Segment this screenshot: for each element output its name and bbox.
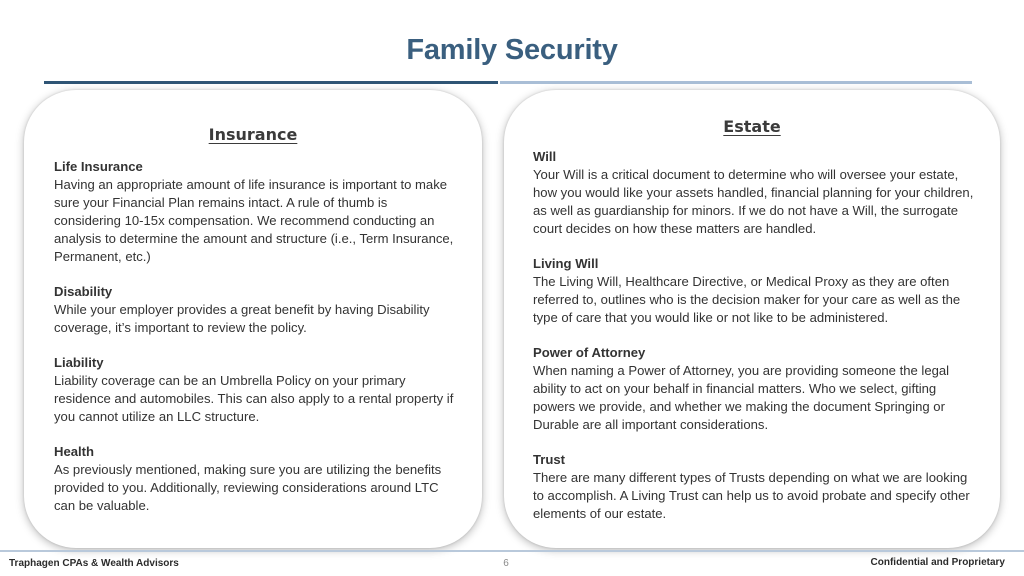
section-living-will [533,255,977,327]
section-text: There are many different types of Trusts depending on what we are looking to accomplish. A Living Trust can help us to avoid probate and specify other elements of our estate. [533,470,970,521]
section-text: The Living Will, Healthcare Directive, or Medical Proxy as they are often referred to, outlines who is the decision maker for your care as well as the type of care that you would like or not like to be administered. [533,274,961,325]
title-rule-dark [44,81,498,84]
section-title: Will [533,149,557,164]
section-text: As previously mentioned, making sure you are utilizing the benefits provided to you. Additionally, reviewing considerations around LTC can be valuable. [54,462,442,513]
estate-heading: Estate [723,117,781,136]
footer-divider [0,550,1024,552]
insurance-heading: Insurance [208,125,298,144]
section-title: Power of Attorney [533,345,646,360]
footer-notice: Confidential and Proprietary [870,557,1005,568]
page-number: 6 [503,558,509,569]
footer-company: Traphagen CPAs & Wealth Advisors [9,558,179,569]
section-disability [54,283,456,337]
section-title: Living Will [533,256,599,271]
section-text: Having an appropriate amount of life insurance is important to make sure your Financial Plan remains intact. A rule of thumb is considering 10-15x compensation. We recommend conducting an analysis to determine the amount and structure (i.e., Term Insurance, Permanent, etc.) [54,177,454,264]
insurance-card [24,90,482,548]
estate-sections [533,148,977,540]
title-rule-light [500,81,972,84]
section-life-insurance [54,158,456,266]
section-text: When naming a Power of Attorney, you are providing someone the legal ability to act on your behalf in financial matters. Who we select, gifting powers we provide, and whether we making the document Springing or Durable are all important considerations. [533,363,950,432]
section-title: Disability [54,284,113,299]
section-trust [533,451,977,523]
section-will [533,148,977,238]
section-text: While your employer provides a great benefit by having Disability coverage, it’s important to review the policy. [54,302,430,335]
section-health [54,443,456,515]
section-title: Liability [54,355,104,370]
section-title: Life Insurance [54,159,143,174]
page-title: Family Security [406,34,618,66]
section-liability [54,354,456,426]
section-text: Your Will is a critical document to determine who will oversee your estate, how you would like your assets handled, financial planning for your children, as well as guardianship for minors. If we do not have a Will, the surrogate court decides on how these matters are handled. [533,167,974,236]
estate-card [504,90,1000,548]
insurance-sections [54,158,456,532]
section-title: Trust [533,452,566,467]
section-title: Health [54,444,95,459]
section-text: Liability coverage can be an Umbrella Policy on your primary residence and automobiles. This can also apply to a rental property if you cannot utilize an LLC structure. [54,373,454,424]
section-power-of-attorney [533,344,977,434]
